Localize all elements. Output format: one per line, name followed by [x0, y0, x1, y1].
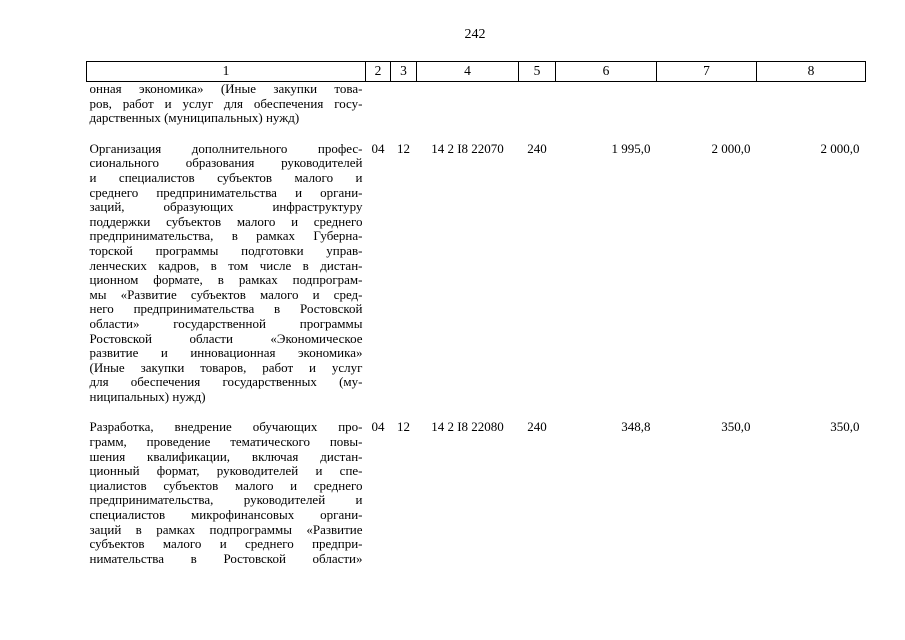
header-col-1: 1 [87, 62, 366, 82]
description-line: онная экономика» (Иные закупки това- [89, 81, 363, 96]
description-line: мы «Развитие субъектов малого и сред- [89, 286, 363, 302]
header-col-5: 5 [519, 62, 556, 82]
description-line: и специалистов субъектов малого и [89, 169, 363, 185]
description-line: Ростовской области «Экономическое [89, 330, 363, 346]
cell-subsection: 12 [397, 419, 410, 435]
cell-amount-2 [657, 82, 757, 134]
cell-section: 04 [371, 419, 385, 435]
table-row [87, 412, 866, 566]
cell-section: 04 [371, 140, 385, 156]
description-line: ниципальных) нужд) [89, 388, 206, 404]
cell-amount-2: 2 000,0 [711, 140, 751, 156]
cell-amount-1 [556, 82, 657, 134]
description-line: сионального образования руководителей [89, 155, 363, 171]
description-line: предпринимательства, руководителей и [89, 492, 363, 508]
description-line: ционном формате, в рамках подпрограм- [89, 272, 363, 288]
row-description [87, 412, 366, 566]
description-line: для обеспечения государственных (му- [89, 374, 363, 390]
description-line: среднего предпринимательства и органи- [89, 184, 363, 200]
header-col-8: 8 [757, 62, 866, 82]
header-col-3: 3 [391, 62, 417, 82]
header-col-4: 4 [417, 62, 519, 82]
page-number: 242 [464, 27, 486, 42]
table-header-row [87, 62, 866, 82]
row-description [87, 134, 366, 413]
cell-amount-1: 1 995,0 [611, 140, 651, 156]
table-row [87, 82, 866, 134]
cell-amount-2: 350,0 [721, 419, 751, 435]
description-line: области» государственной программы [89, 315, 363, 331]
cell-expense-type [519, 82, 556, 134]
description-line: (Иные закупки товаров, работ и услуг [89, 359, 363, 375]
description-line: Организация дополнительного профес- [89, 140, 363, 156]
cell-section [366, 82, 391, 134]
cell-amount-3 [757, 82, 866, 134]
description-line: предпринимательства, в рамках Губерна- [89, 228, 363, 244]
description-line: шения квалификации, включая дистан- [89, 448, 363, 464]
description-line: развитие и инновационная экономика» [89, 345, 363, 361]
cell-expense-type: 240 [527, 419, 547, 435]
description-line: специалистов микрофинансовых органи- [89, 507, 363, 523]
cell-amount-1: 348,8 [621, 419, 651, 435]
cell-subsection [391, 82, 417, 134]
description-line: поддержки субъектов малого и среднего [89, 213, 363, 229]
description-line: ционный формат, руководителей и спе- [89, 463, 363, 479]
table-row [87, 134, 866, 413]
description-line: заций, образующих инфраструктуру [89, 199, 363, 215]
cell-target-code [417, 82, 519, 134]
header-col-2: 2 [366, 62, 391, 82]
cell-expense-type: 240 [527, 140, 547, 156]
header-col-6: 6 [556, 62, 657, 82]
cell-amount-3: 2 000,0 [820, 140, 860, 156]
cell-subsection: 12 [397, 140, 410, 156]
description-line: торской программы подготовки управ- [89, 242, 363, 258]
description-line: дарственных (муниципальных) нужд) [89, 110, 300, 126]
cell-target-code: 14 2 I8 22070 [431, 140, 504, 156]
row-description [87, 82, 366, 134]
description-line: него предпринимательства в Ростовской [89, 301, 363, 317]
header-col-7: 7 [657, 62, 757, 82]
description-line: субъектов малого и среднего предпри- [89, 536, 363, 552]
budget-table [86, 61, 866, 566]
description-line: ров, работ и услуг для обеспечения госу- [89, 95, 363, 111]
description-line: ленческих кадров, в том числе в дистан- [89, 257, 363, 273]
description-line: грамм, проведение тематического повы- [89, 434, 363, 450]
cell-amount-3: 350,0 [830, 419, 860, 435]
description-line: циалистов субъектов малого и среднего [89, 477, 363, 493]
description-line: нимательства в Ростовской области» [89, 550, 363, 566]
description-line: Разработка, внедрение обучающих про- [89, 419, 363, 435]
cell-target-code: 14 2 I8 22080 [431, 419, 504, 435]
description-line: заций в рамках подпрограммы «Развитие [89, 521, 363, 537]
